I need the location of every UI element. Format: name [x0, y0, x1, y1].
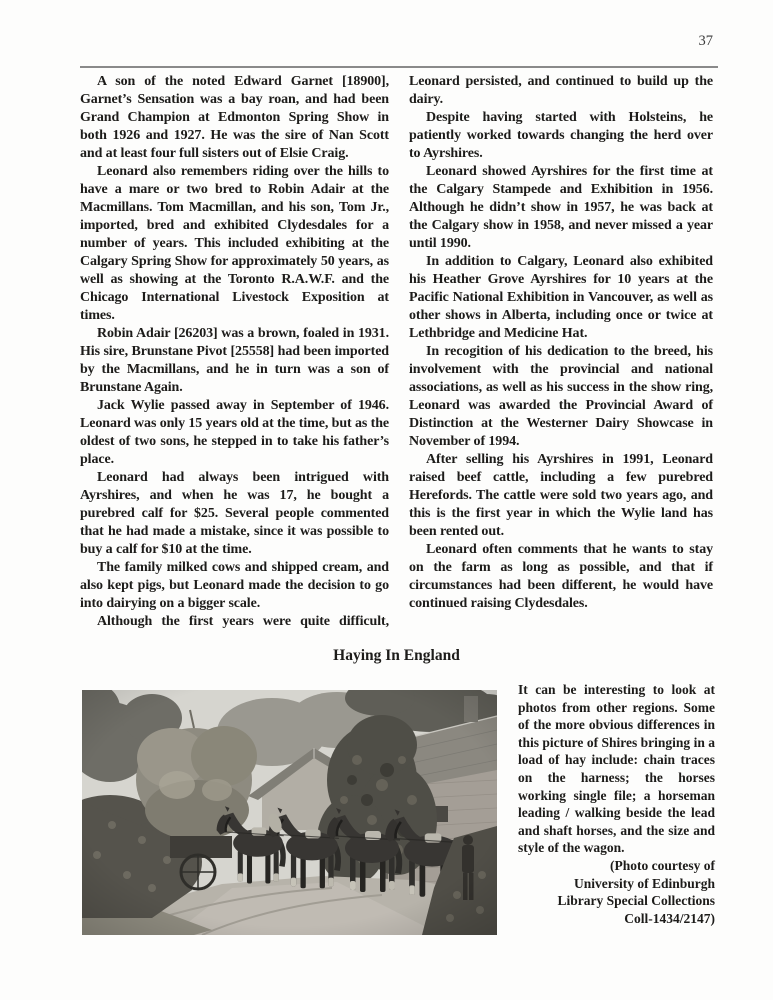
photo-credit [518, 857, 715, 927]
paragraph: Leonard persisted, and continued to build up the dairy. [409, 74, 713, 107]
paragraph: The family milked cows and shipped cream, and also kept pigs, but Leonard made the decision to go into dairying on a bigger scale. [80, 560, 389, 611]
credit-line: Coll-1434/2147) [624, 910, 715, 926]
paragraph: Leonard also remembers riding over the hills to have a mare or two bred to Robin Adair at the Macmillans. Tom Macmillan, and his son, Tom Jr., imported, bred and exhibited Clydesdales for a number of years. This included exhibiting at the Calgary Spring Show for approximately 50 years, as well as showing at the Toronto R.A.W.F. and the Chicago International Livestock Exposition at times. [80, 164, 389, 323]
credit-line: (Photo courtesy of [610, 857, 715, 873]
paragraph: Although the first years were quite difficult, [97, 614, 389, 629]
photo-vignette [82, 690, 497, 935]
paragraph: Leonard showed Ayrshires for the first time at the Calgary Stampede and Exhibition in 1956. Although he didn’t show in 1957, he was back at the Calgary show in 1958, and never missed a year until 1990. [409, 164, 713, 251]
paragraph: In addition to Calgary, Leonard also exhibited his Heather Grove Ayrshires for 10 years at the Pacific National Exhibition in Vancouver, as well as other shows in Alberta, including once or twice at Lethbridge and Medicine Hat. [409, 254, 713, 341]
paragraph: Robin Adair [26203] was a brown, foaled in 1931. His sire, Brunstane Pivot [25558] had been imported by the Macmillans, and he in turn was a son of Brunstane Again. [80, 326, 389, 395]
right-column [409, 73, 713, 631]
article-columns [80, 73, 713, 631]
page-number: 37 [698, 33, 713, 49]
section-heading: Haying In England [333, 647, 460, 664]
paragraph: Despite having started with Holsteins, he patiently worked towards changing the herd over to Ayrshires. [409, 110, 713, 161]
header-rule [80, 66, 718, 68]
left-column [80, 73, 389, 631]
haying-photo [82, 690, 497, 935]
paragraph: In recogition of his dedication to the breed, his involvement with the provincial and national associations, as well as his success in the show ring, Leonard was awarded the Provincial Award of Distinction at the Westerner Dairy Showcase in November of 1994. [409, 344, 713, 449]
paragraph: A son of the noted Edward Garnet [18900], Garnet’s Sensation was a bay roan, and had been Grand Champion at Edmonton Spring Show in both 1926 and 1927. He was the sire of Nan Scott and at least four full sisters out of Elsie Craig. [80, 74, 389, 161]
caption-text: It can be interesting to look at photos from other regions. Some of the more obvious differences in this picture of Shires bringing in a load of hay include: chain traces on the harness; the horses working single file; a horseman leading / walking beside the lead and shaft horses, and the size and style of the wagon. [518, 682, 715, 856]
credit-line: Library Special Collections [557, 893, 715, 909]
photo-caption [518, 681, 715, 927]
paragraph: Leonard had always been intrigued with Ayrshires, and when he was 17, he bought a purebred calf for $25. Several people commented that he had made a mistake, since it was possible to buy a calf for $10 at the time. [80, 470, 389, 557]
paragraph: After selling his Ayrshires in 1991, Leonard raised beef cattle, including a few purebred Herefords. The cattle were sold two years ago, and this is the first year in which the Wylie land has been rented out. [409, 452, 713, 539]
credit-line: University of Edinburgh [573, 875, 715, 891]
paragraph: Jack Wylie passed away in September of 1946. Leonard was only 15 years old at the time, but as the oldest of two sons, he stepped in to take his father’s place. [80, 398, 389, 467]
paragraph: Leonard often comments that he wants to stay on the farm as long as possible, and that if circumstances had been different, he would have continued raising Clydesdales. [409, 542, 713, 611]
haying-photo-illustration [82, 690, 497, 935]
